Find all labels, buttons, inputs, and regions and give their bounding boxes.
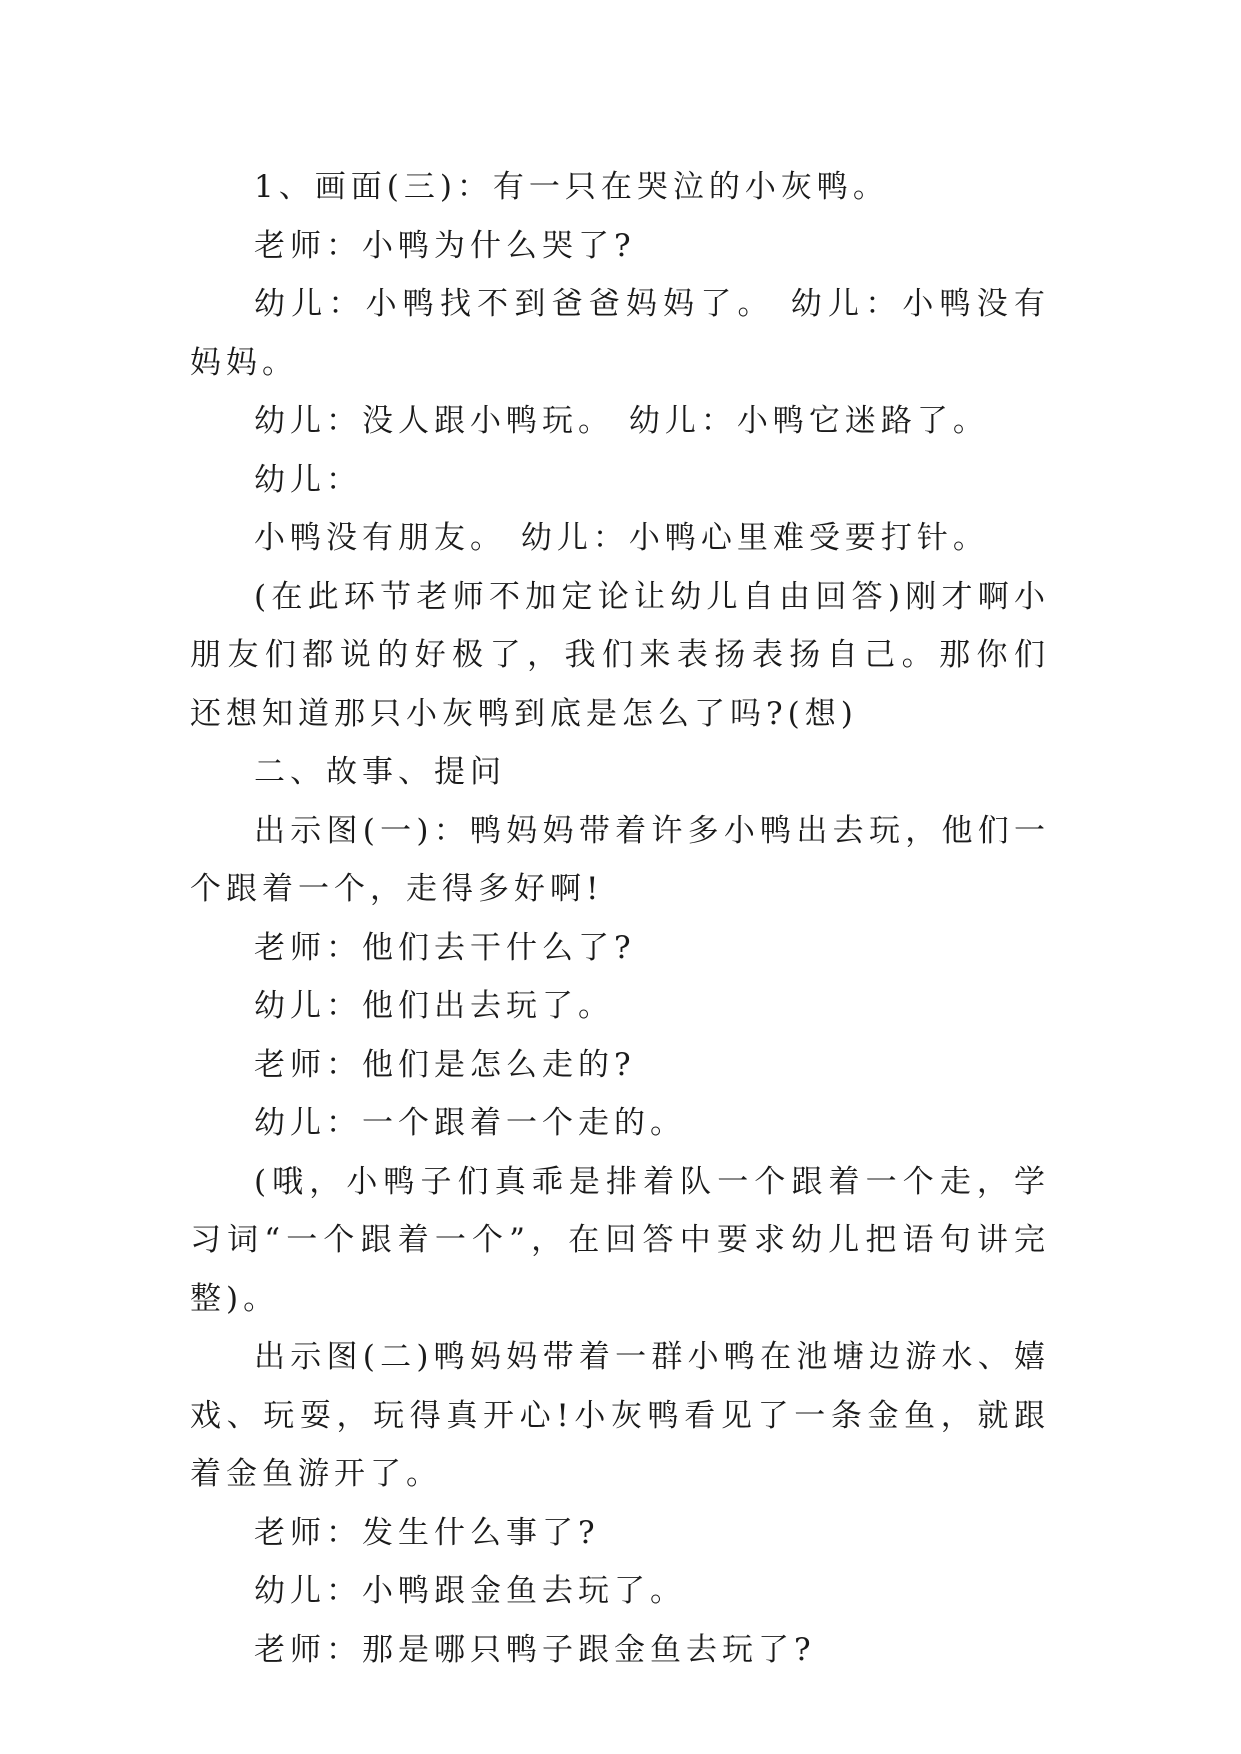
paragraph-15: 出示图(二)鸭妈妈带着一群小鸭在池塘边游水、嬉戏、玩耍，玩得真开心!小灰鸭看见了一条金鱼，就跟着金鱼游开了。: [190, 1339, 1050, 1492]
paragraph-10: 老师：他们去干什么了?: [254, 929, 636, 966]
paragraph-5: 幼儿：: [254, 461, 362, 498]
paragraph-2: 老师：小鸭为什么哭了?: [254, 227, 636, 264]
paragraph-17: 幼儿：小鸭跟金鱼去玩了。: [254, 1573, 686, 1609]
paragraph-16: 老师：发生什么事了?: [254, 1514, 600, 1551]
paragraph-14: (哦，小鸭子们真乖是排着队一个跟着一个走，学习词“一个跟着一个”，在回答中要求幼儿把语句讲完整)。: [190, 1163, 1050, 1317]
paragraph-13: 幼儿：一个跟着一个走的。: [254, 1105, 686, 1141]
paragraph-6: 小鸭没有朋友。 幼儿：小鸭心里难受要打针。: [254, 520, 989, 556]
paragraph-9: 出示图(一)：鸭妈妈带着许多小鸭出去玩，他们一个跟着一个，走得多好啊!: [190, 812, 1050, 907]
paragraph-8: 二、故事、提问: [254, 754, 506, 790]
paragraph-3: 幼儿：小鸭找不到爸爸妈妈了。 幼儿：小鸭没有妈妈。: [190, 286, 1050, 381]
paragraph-4: 幼儿：没人跟小鸭玩。 幼儿：小鸭它迷路了。: [254, 403, 989, 439]
paragraph-11: 幼儿：他们出去玩了。: [254, 988, 614, 1024]
document-body: [190, 158, 1050, 1679]
paragraph-7: (在此环节老师不加定论让幼儿自由回答)刚才啊小朋友们都说的好极了，我们来表扬表扬自己。那你们还想知道那只小灰鸭到底是怎么了吗?(想): [190, 578, 1050, 732]
paragraph-12: 老师：他们是怎么走的?: [254, 1046, 636, 1083]
paragraph-1: 1、画面(三)：有一只在哭泣的小灰鸭。: [254, 169, 889, 205]
paragraph-18: 老师：那是哪只鸭子跟金鱼去玩了?: [254, 1631, 816, 1668]
